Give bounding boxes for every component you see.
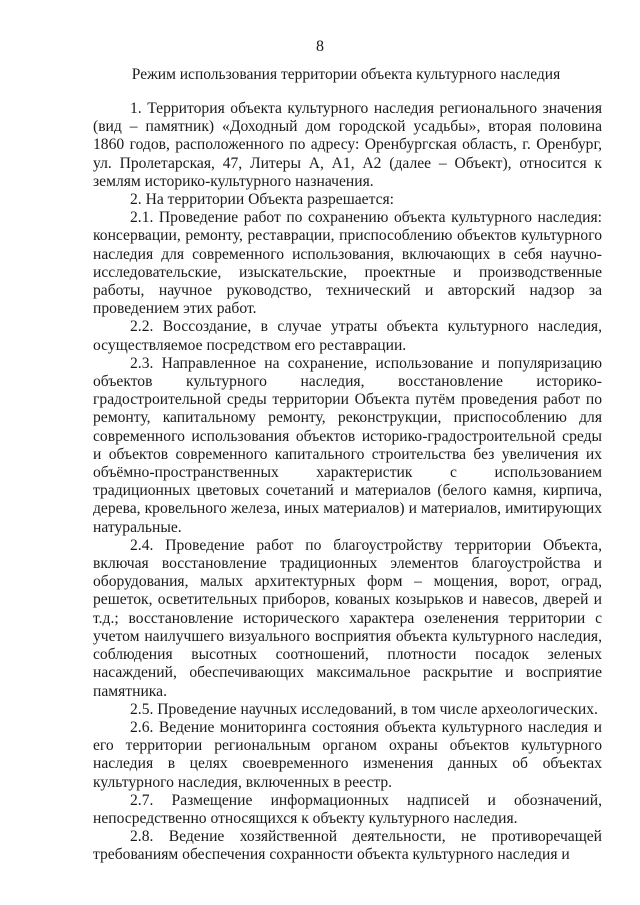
paragraph-2-8: 2.8. Ведение хозяйственной деятельности, не противоречащей требованиям обеспечения сохранности объекта культурного наследия и xyxy=(93,828,602,864)
paragraph-2-6: 2.6. Ведение мониторинга состояния объекта культурного наследия и его территории региональным органом охраны объектов культурного наследия в целях своевременного изменения данных об объектах культурного наследия, включенных в реестр. xyxy=(93,718,602,791)
page-number: 8 xyxy=(316,38,324,55)
paragraph-2-5: 2.5. Проведение научных исследований, в том числе археологических. xyxy=(130,700,598,718)
paragraph-2-4: 2.4. Проведение работ по благоустройству территории Объекта, включая восстановление традиционных элементов благоустройства и оборудования, малых архитектурных форм – мощения, ворот, оград, решеток, осветительных приборов, кованых козырьков и навесов, дверей и т.д.; восстановление исторического характера озеленения территории с учетом наилучшего визуального восприятия объекта культурного наследия, соблюдения высотных соотношений, плотности посадок зеленых насаждений, обеспечивающих максимальное раскрытие и восприятие памятника. xyxy=(93,536,602,700)
paragraph-2-1: 2.1. Проведение работ по сохранению объекта культурного наследия: консервации, ремонту, реставрации, приспособлению объектов культурного наследия для современного использования, включающих в себя научно-исследовательские, изыскательские, проектные и производственные работы, научное руководство, технический и авторский надзор за проведением этих работ. xyxy=(93,209,602,318)
paragraph-2-3: 2.3. Направленное на сохранение, использование и популяризацию объектов культурного наследия, восстановление историко-градостроительной среды территории Объекта путём проведения работ по ремонту, капитальному ремонту, реконструкции, приспособлению для современного использования объектов историко-градостроительной среды и объектов современного капитального строительства без увеличения их объёмно-пространственных характеристик с использованием традиционных цветовых сочетаний и материалов (белого камня, кирпича, дерева, кровельного железа, иных материалов) и материалов, имитирующих натуральные. xyxy=(93,354,602,536)
paragraph-2: 2. На территории Объекта разрешается: xyxy=(130,191,395,209)
paragraph-2-7: 2.7. Размещение информационных надписей и обозначений, непосредственно относящихся к объекту культурного наследия. xyxy=(93,791,602,827)
paragraph-1: 1. Территория объекта культурного наследия регионального значения (вид – памятник) «Доходный дом городской усадьбы», вторая половина 1860 годов, расположенного по адресу: Оренбургская область, г. Оренбург, ул. Пролетарская, 47, Литеры А, А1, А2 (далее – Объект), относится к землям историко-культурного назначения. xyxy=(93,100,602,190)
document-body xyxy=(93,100,602,865)
paragraph-2-2: 2.2. Воссоздание, в случае утраты объекта культурного наследия, осуществляемое посредством его реставрации. xyxy=(93,318,602,354)
document-title: Режим использования территории объекта культурного наследия xyxy=(131,66,561,83)
